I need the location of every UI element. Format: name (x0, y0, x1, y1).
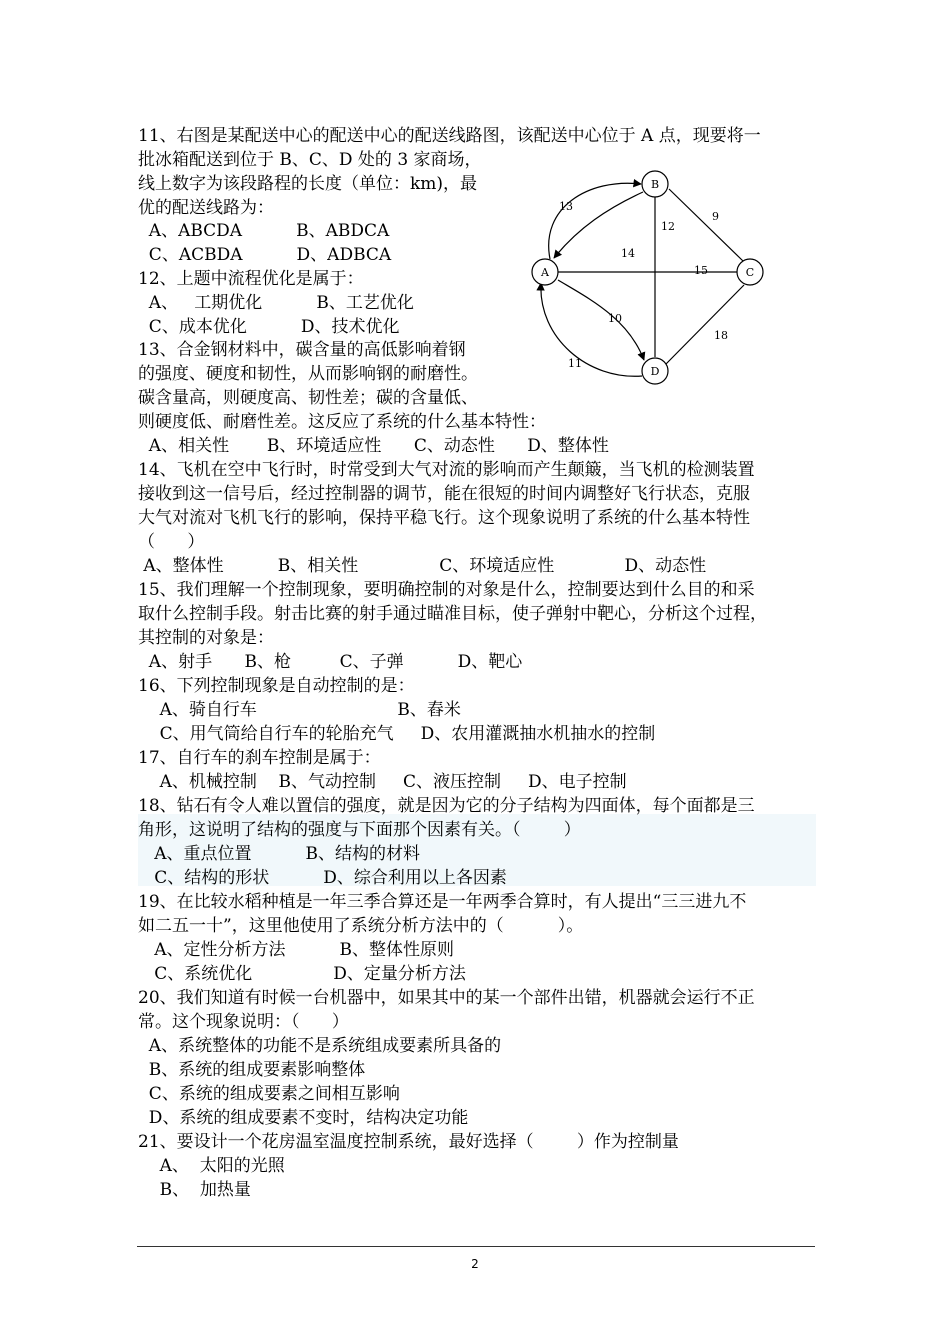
q11-line-2: 批冰箱配送到位于 B、C、D 处的 3 家商场， (138, 150, 482, 170)
q13-line-2: 的强度、硬度和韧性，从而影响钢的耐磨性。 (138, 364, 478, 384)
q11-line-3: 线上数字为该段路程的长度（单位：km)，最 (138, 174, 478, 194)
q11-line-1: 11、右图是某配送中心的配送中心的配送线路图，该配送中心位于 A 点，现要将一 (138, 126, 761, 146)
edge-label-10: 10 (608, 312, 622, 325)
q14-options: A、整体性 B、相关性 C、环境适应性 D、动态性 (138, 556, 707, 576)
q19-options-ab: A、定性分析方法 B、整体性原则 (138, 940, 455, 960)
q14-line-2: 接收到这一信号后，经过控制器的调节，能在很短的时间内调整好飞行状态，克服 (138, 484, 750, 504)
q21-option-a: A、 太阳的光照 (138, 1156, 285, 1176)
q11-options-ab: A、ABCDA B、ABDCA (138, 221, 390, 241)
svg-text:C: C (745, 266, 755, 279)
q20-option-a: A、系统整体的功能不是系统组成要素所具备的 (138, 1036, 502, 1056)
q18-options-cd: C、结构的形状 D、综合利用以上各因素 (138, 868, 507, 888)
q12-stem: 12、上题中流程优化是属于： (138, 269, 364, 289)
q15-line-3: 其控制的对象是： (138, 628, 274, 648)
edge-d-a-curve (541, 283, 642, 376)
q19-options-cd: C、系统优化 D、定量分析方法 (138, 964, 466, 984)
edge-label-13: 13 (559, 200, 573, 213)
edge-label-15: 15 (694, 264, 708, 277)
q17-stem: 17、自行车的刹车控制是属于： (138, 748, 381, 768)
q14-line-1: 14、飞机在空中飞行时，时常受到大气对流的影响而产生颠簸，当飞机的检测装置 (138, 460, 755, 480)
q12-options-cd: C、成本优化 D、技术优化 (138, 317, 400, 337)
q18-line-1: 18、钻石有令人难以置信的强度，就是因为它的分子结构为四面体，每个面都是三 (138, 796, 755, 816)
q13-options: A、相关性 B、环境适应性 C、动态性 D、整体性 (138, 436, 609, 456)
q20-option-b: B、系统的组成要素影响整体 (138, 1060, 366, 1080)
edge-label-18: 18 (714, 329, 728, 342)
delivery-route-diagram (528, 168, 778, 386)
q11-options-cd: C、ACBDA D、ADBCA (138, 245, 392, 265)
edge-label-9: 9 (712, 210, 719, 223)
q12-options-ab: A、 工期优化 B、工艺优化 (138, 293, 414, 313)
edge-label-11: 11 (568, 357, 582, 370)
svg-text:B: B (650, 178, 660, 191)
node-b (642, 171, 668, 197)
q13-line-3: 碳含量高，则硬度高、韧性差；碳的含量低、 (138, 388, 478, 408)
node-c (737, 259, 763, 285)
q20-line-2: 常。这个现象说明：（ ） (138, 1012, 349, 1032)
q20-line-1: 20、我们知道有时候一台机器中，如果其中的某一个部件出错，机器就会运行不正 (138, 988, 755, 1008)
q19-line-1: 19、在比较水稻种植是一年三季合算还是一年两季合算时，有人提出“三三进九不 (138, 892, 747, 912)
q15-line-2: 取什么控制手段。射击比赛的射手通过瞄准目标，使子弹射中靶心，分析这个过程， (138, 604, 767, 624)
edge-label-14: 14 (621, 247, 635, 260)
q15-line-1: 15、我们理解一个控制现象，要明确控制的对象是什么，控制要达到什么目的和采 (138, 580, 755, 600)
q11-line-4: 优的配送线路为： (138, 198, 274, 218)
q19-line-2: 如二五一十”，这里他使用了系统分析方法中的（ ）。 (138, 916, 584, 936)
q15-options: A、射手 B、枪 C、子弹 D、靶心 (138, 652, 523, 672)
edge-a-d-curve (558, 280, 644, 360)
q21-option-b: B、 加热量 (138, 1180, 251, 1200)
q14-answer-blank: （ ） (138, 532, 205, 552)
node-d (642, 358, 668, 384)
edge-label-12: 12 (661, 220, 675, 233)
node-a (532, 259, 558, 285)
q14-line-3: 大气对流对飞机飞行的影响，保持平稳飞行。这个现象说明了系统的什么基本特性 (138, 508, 750, 528)
q16-stem: 16、下列控制现象是自动控制的是： (138, 676, 415, 696)
q16-options-cd: C、用气筒给自行车的轮胎充气 D、农用灌溉抽水机抽水的控制 (138, 724, 656, 744)
page-number: 2 (471, 1257, 479, 1271)
q17-options: A、机械控制 B、气动控制 C、液压控制 D、电子控制 (138, 772, 627, 792)
q21-stem: 21、要设计一个花房温室温度控制系统，最好选择（ ）作为控制量 (138, 1132, 679, 1152)
q13-line-4: 则硬度低、耐磨性差。这反应了系统的什么基本特性： (138, 412, 546, 432)
q20-option-d: D、系统的组成要素不变时，结构决定功能 (138, 1108, 469, 1128)
svg-text:D: D (650, 365, 660, 378)
q20-option-c: C、系统的组成要素之间相互影响 (138, 1084, 400, 1104)
edge-b-c (669, 189, 743, 261)
edge-c-d (666, 285, 744, 364)
svg-text:A: A (541, 266, 549, 279)
footer-divider (137, 1246, 815, 1247)
q16-options-ab: A、骑自行车 B、舂米 (138, 700, 461, 720)
q18-options-ab: A、重点位置 B、结构的材料 (138, 844, 421, 864)
q13-line-1: 13、合金钢材料中，碳含量的高低影响着钢 (138, 340, 466, 360)
q18-line-2: 角形，这说明了结构的强度与下面那个因素有关。（ ） (138, 820, 581, 840)
